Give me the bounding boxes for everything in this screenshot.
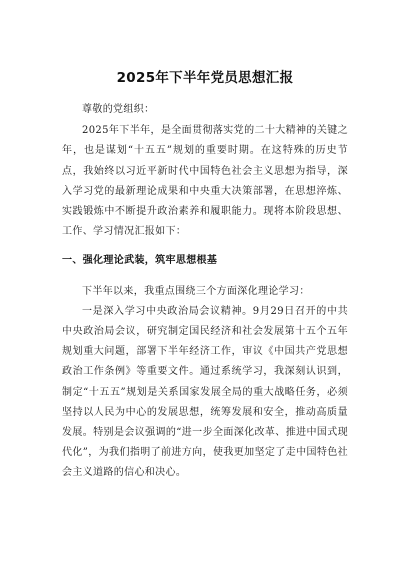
body-paragraph: 一是深入学习中央政治局会议精神。9月29日召开的中共中央政治局会议，研究制定国民经济和社会发展第十五个五年规划重大问题，部署下半年经济工作，审议《中国共产党思想政治工作条例》等重要文件。通过系统学习，我深刻认识到，制定“十五五”规划是关系国家发展全局的重大战略任务，必须坚持以人民为中心的发展思想，统筹发展和安全，推动高质量发展。特别是会议强调的“进一步全面深化改革、推进中国式现代化”，为我们指明了前进方向，使我更加坚定了走中国特色社会主义道路的信心和决心。: [62, 305, 348, 479]
section-heading: 一、强化理论武装，筑牢思想根基: [62, 255, 218, 267]
intro-paragraph: 2025年下半年，是全面贯彻落实党的二十大精神的关键之年，也是谋划“十五五”规划的重要时期。在这特殊的历史节点，我始终以习近平新时代中国特色社会主义思想为指导，深入学习党的最新理论成果和中央重大决策部署，在思想淬炼、实践锻炼中不断提升政治素养和履职能力。现将本阶段思想、工作、学习情况汇报如下：: [62, 125, 348, 238]
document-body: [62, 100, 348, 484]
document-title: 2025年下半年党员思想汇报: [116, 70, 294, 86]
salutation: 尊敬的党组织：: [82, 104, 155, 115]
section-intro: 下半年以来，我重点围绕三个方面深化理论学习：: [82, 285, 310, 297]
